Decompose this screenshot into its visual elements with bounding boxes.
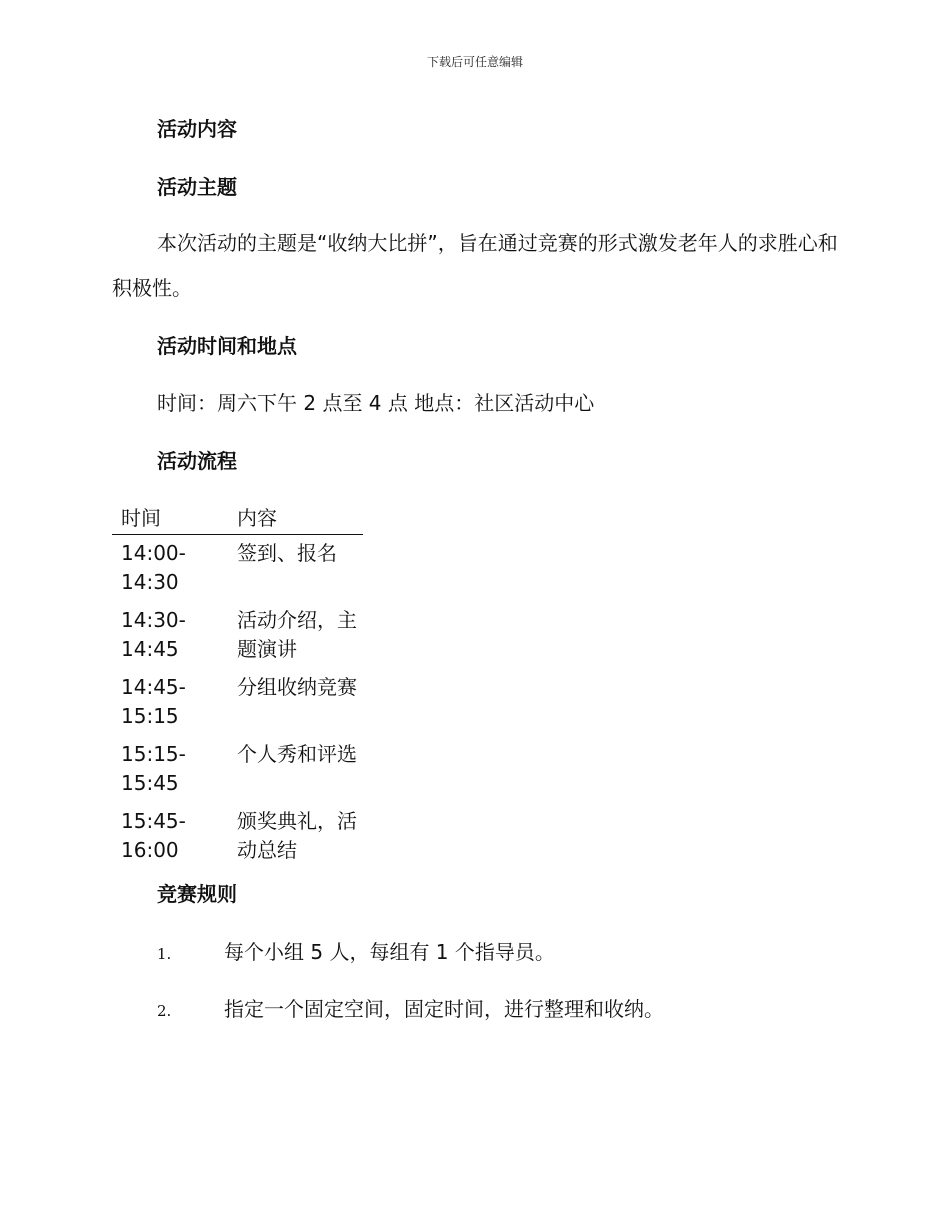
table-row (112, 736, 363, 803)
table-row (112, 602, 363, 669)
schedule-content: 签到、报名 (237, 541, 337, 565)
schedule-header-time: 时间 (112, 506, 228, 535)
schedule-table (112, 506, 363, 870)
table-row (112, 803, 363, 870)
theme-text: 本次活动的主题是“收纳大比拼”，旨在通过竞赛的形式激发老年人的求胜心和积极性。 (112, 231, 838, 300)
rule-number: 2. (157, 1002, 172, 1020)
header-note: 下载后可任意编辑 (426, 55, 523, 69)
schedule-content: 活动介绍，主题演讲 (237, 608, 357, 661)
rule-text: 每个小组 5 人，每组有 1 个指导员。 (224, 940, 555, 964)
theme-heading: 活动主题 (157, 175, 237, 199)
rule-text: 指定一个固定空间，固定时间，进行整理和收纳。 (224, 997, 664, 1021)
list-item (157, 940, 555, 966)
rules-heading: 竞赛规则 (157, 882, 237, 906)
rule-number: 1. (157, 945, 172, 963)
content-heading: 活动内容 (157, 117, 237, 141)
schedule-time: 14:30-14:45 (121, 608, 186, 661)
schedule-header-content: 内容 (228, 506, 363, 535)
schedule-header-row (112, 506, 363, 535)
table-row (112, 669, 363, 736)
schedule-time: 15:45-16:00 (121, 809, 186, 862)
schedule-content: 个人秀和评选 (237, 742, 357, 766)
time-place-heading: 活动时间和地点 (157, 334, 297, 358)
theme-paragraph (112, 221, 842, 311)
flow-heading: 活动流程 (157, 449, 237, 473)
schedule-time: 14:45-15:15 (121, 675, 186, 728)
schedule-time: 15:15-15:45 (121, 742, 186, 795)
schedule-content: 颁奖典礼，活动总结 (237, 809, 357, 862)
schedule-content: 分组收纳竞赛 (237, 675, 357, 699)
table-row (112, 535, 363, 603)
list-item (157, 997, 664, 1023)
schedule-time: 14:00-14:30 (121, 541, 186, 594)
time-place-text: 时间：周六下午 2 点至 4 点 地点：社区活动中心 (157, 391, 595, 415)
